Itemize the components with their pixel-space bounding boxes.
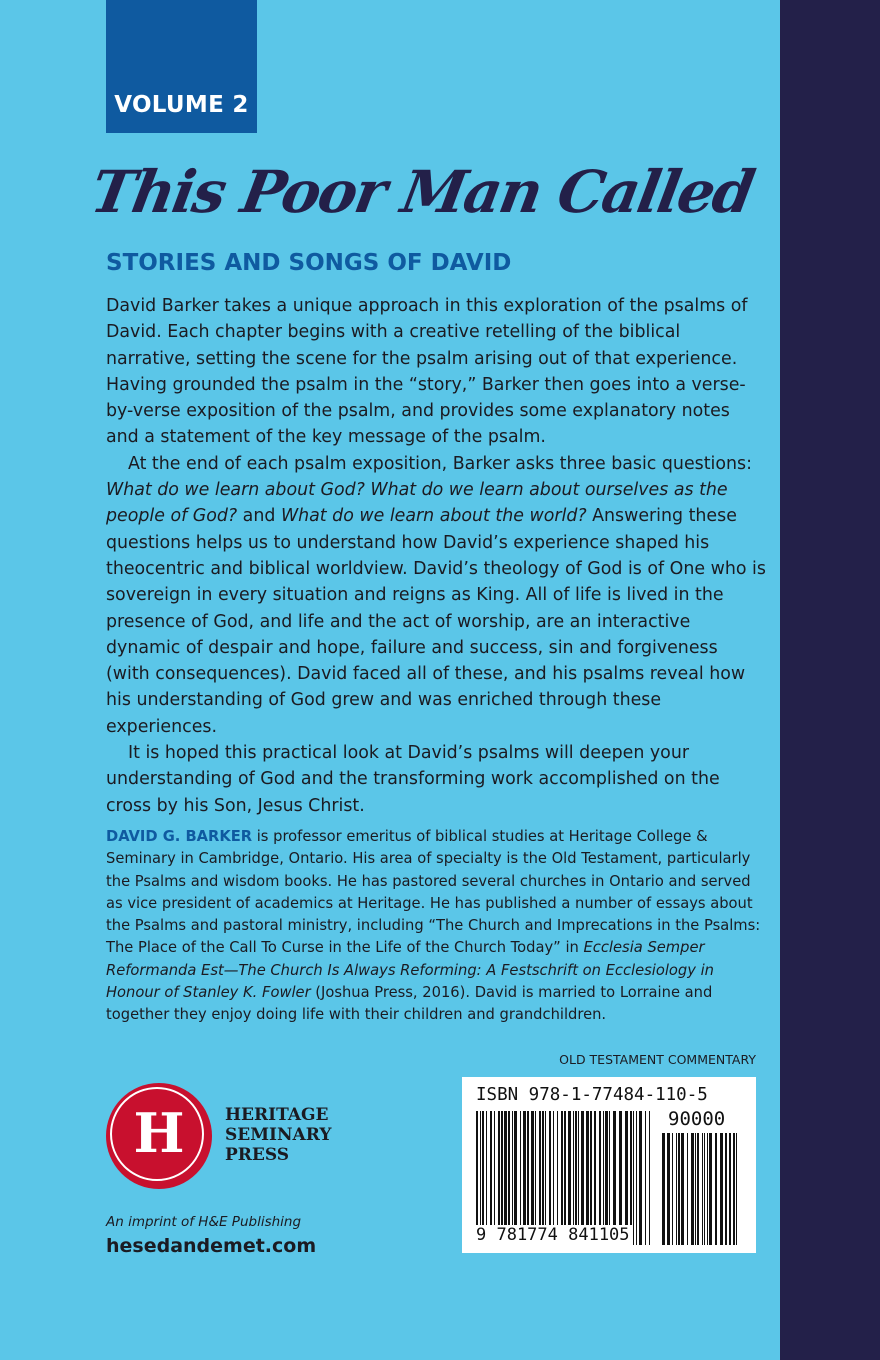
- barcode-addon-digits: 90000: [668, 1108, 726, 1130]
- barcode-bar: [709, 1133, 712, 1245]
- barcode-bar: [720, 1133, 723, 1245]
- publisher-name: [225, 1105, 331, 1165]
- barcode-bar: [697, 1133, 699, 1245]
- barcode-bar: [691, 1133, 694, 1245]
- bio-book-title: Ecclesia Semper Reformanda Est—The Church Is Always Reforming: A Festschrift on Ecclesiology in Honour of Stanley K. Fowler: [106, 939, 714, 1002]
- publisher-logo: [106, 1083, 212, 1189]
- blurb: [106, 293, 766, 819]
- blurb-p2-body: Answering these questions helps us to understand how David’s experience shaped his theocentric and biblical worldview. David’s theology of God is of One who is sovereign in every situation and reigns as King. All of life is lived in the presence of God, and life and the act of worship, are an interactive dynamic of despair and hope, failure and success, sin and forgiveness (with consequences). David faced all of these, and his psalms reveal how his understanding of God grew and was enriched through these experiences.: [106, 506, 766, 737]
- blurb-p2-and: and: [237, 506, 281, 527]
- author-name: DAVID G. BARKER: [106, 828, 253, 845]
- barcode-bar: [725, 1133, 727, 1245]
- barcode-bar: [662, 1133, 665, 1245]
- barcode-bar: [736, 1133, 737, 1245]
- barcode: [462, 1077, 756, 1253]
- barcode-bar: [729, 1133, 731, 1245]
- barcode-bar: [649, 1111, 650, 1245]
- barcode-bar: [695, 1133, 696, 1245]
- publisher-line-2: SEMINARY: [225, 1125, 332, 1145]
- barcode-bar: [633, 1111, 634, 1245]
- barcode-bar: [687, 1133, 688, 1245]
- volume-badge: [106, 0, 257, 133]
- barcode-bar: [704, 1133, 705, 1245]
- barcode-bar: [676, 1133, 677, 1245]
- website-link[interactable]: hesedandemet.com: [106, 1235, 317, 1257]
- blurb-paragraph-1: David Barker takes a unique approach in this exploration of the psalms of David. Each chapter begins with a creative retelling of the biblical narrative, setting the scene for the psalm arising out of that experience. Having grounded the psalm in the “story,” Barker then goes into a verse-by-verse exposition of the psalm, and provides some explanatory notes and a statement of the key message of the psalm.: [106, 296, 748, 448]
- logo-letter: H: [133, 1101, 185, 1165]
- book-spine: [780, 0, 880, 1360]
- blurb-p2-intro: At the end of each psalm exposition, Barker asks three basic questions:: [128, 453, 752, 474]
- barcode-bar: [672, 1133, 673, 1245]
- book-title: This Poor Man Called: [86, 158, 758, 226]
- blurb-question-2: What do we learn about the world?: [280, 506, 587, 527]
- barcode-bar: [702, 1133, 703, 1245]
- barcode-bar: [733, 1133, 735, 1245]
- addon-barcode-bars: [662, 1133, 738, 1245]
- blurb-question-1: What do we learn about God? What do we learn about ourselves as the people of God?: [106, 480, 728, 527]
- publisher-line-1: HERITAGE: [225, 1105, 329, 1125]
- category-label: OLD TESTAMENT COMMENTARY: [559, 1052, 756, 1067]
- imprint-text: An imprint of H&E Publishing: [106, 1214, 302, 1230]
- author-bio: [106, 826, 766, 1027]
- barcode-digits: 9 781774 841105: [476, 1225, 630, 1245]
- barcode-bar: [667, 1133, 670, 1245]
- blurb-paragraph-3: It is hoped this practical look at David’s psalms will deepen your understanding of God and the transforming work accomplished on the cross by his Son, Jesus Christ.: [106, 743, 720, 816]
- barcode-bar: [636, 1111, 637, 1245]
- barcode-bar: [639, 1111, 642, 1245]
- barcode-bar: [681, 1133, 684, 1245]
- bio-text-1: is professor emeritus of biblical studies at Heritage College & Seminary in Cambridge, Ontario. His area of specialty is the Old Testament, particularly the Psalms and wisdom books. He has pastored several churches in Ontario and served as vice president of academics at Heritage. He has published a number of essays about the Psalms and pastoral ministry, including “The Church and Imprecations in the Psalms: The Place of the Call To Curse in the Life of the Church Today” in: [106, 828, 761, 957]
- volume-label: VOLUME 2: [114, 92, 249, 118]
- isbn-text: ISBN 978-1-77484-110-5: [476, 1085, 708, 1105]
- barcode-bar: [715, 1133, 717, 1245]
- barcode-bar: [645, 1111, 646, 1245]
- book-subtitle: STORIES AND SONGS OF DAVID: [106, 250, 512, 276]
- barcode-bar: [707, 1133, 708, 1245]
- publisher-line-3: PRESS: [225, 1145, 290, 1165]
- bio-text-2: (Joshua Press, 2016). David is married to Lorraine and together they enjoy doing life with their children and grandchildren.: [106, 984, 713, 1024]
- barcode-bar: [678, 1133, 680, 1245]
- blurb-paragraph-2: [106, 451, 766, 740]
